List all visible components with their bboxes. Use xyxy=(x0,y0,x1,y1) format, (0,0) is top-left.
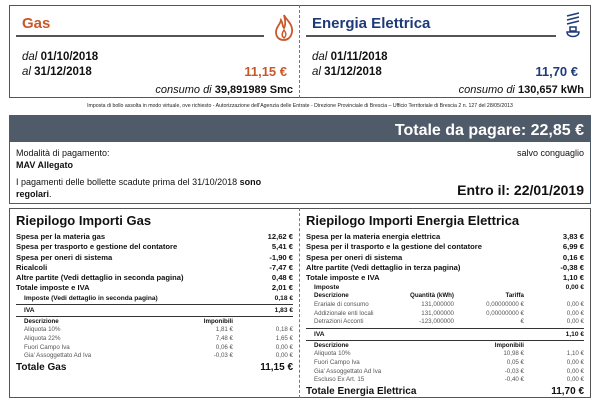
cell: -0,03 € xyxy=(213,352,233,360)
cell: Detrazioni Acconti xyxy=(314,318,364,326)
cell: 0,18 € xyxy=(275,326,293,334)
cell: 1,81 € xyxy=(215,326,233,334)
cell: Imponibili xyxy=(203,317,233,325)
iva-table-header xyxy=(16,318,293,327)
cell: Descrizione xyxy=(314,292,349,300)
cell: 0,00 € xyxy=(566,309,584,317)
message-text: I pagamenti delle bollette scadute prima del 31/10/2018 xyxy=(16,177,238,187)
summary-row xyxy=(306,253,584,263)
gas-card xyxy=(9,5,299,98)
cell: Fuori Campo Iva xyxy=(24,343,70,351)
row-amount: 0,48 € xyxy=(271,273,293,283)
cell: 0,00 € xyxy=(275,352,293,360)
energy-summary xyxy=(300,208,591,398)
iva-table-header xyxy=(306,342,584,351)
tax-row xyxy=(306,318,584,327)
cell: Escluso Ex Art. 15 xyxy=(314,376,365,384)
summary-row xyxy=(16,273,293,283)
row-label: Totale Gas xyxy=(16,361,67,373)
iva-row xyxy=(306,359,584,368)
row-label: Spesa per la materia gas xyxy=(16,232,106,241)
al-label: al xyxy=(312,66,321,78)
cell: 0,00 € xyxy=(566,301,584,309)
cell: Fuori Campo Iva xyxy=(314,359,360,367)
summary-row xyxy=(16,253,293,263)
row-amount: 11,70 € xyxy=(551,385,584,397)
cell: Aliquota 10% xyxy=(24,326,61,334)
cell: Descrizione xyxy=(24,317,59,325)
gas-amount: 11,15 € xyxy=(244,64,287,79)
row-label: Imposte (Vedi dettaglio in seconda pagina) xyxy=(24,294,158,302)
cell: 10,98 € xyxy=(503,350,524,358)
divider xyxy=(306,340,584,341)
iva-row xyxy=(306,368,584,377)
row-amount: 0,18 € xyxy=(274,294,293,302)
summary-row xyxy=(306,242,584,252)
cell: 0,00 € xyxy=(566,359,584,367)
consumo-label: consumo di xyxy=(458,84,515,96)
gas-period xyxy=(22,50,98,80)
cell: € xyxy=(520,318,524,326)
flame-icon xyxy=(273,13,295,41)
row-amount: 3,83 € xyxy=(562,232,584,241)
cell: 131,000000 xyxy=(421,301,454,309)
cell: 0,00000000 € xyxy=(486,309,524,317)
cell: -123,000000 xyxy=(419,318,454,326)
salvo-conguaglio: salvo conguaglio xyxy=(516,148,584,158)
cell: Addizionale enti locali xyxy=(314,309,374,317)
row-amount: 0,16 € xyxy=(562,252,584,262)
cell xyxy=(524,292,584,301)
cell: 0,00 € xyxy=(566,367,584,375)
row-label: Altre partite (Vedi dettaglio in seconda pagina) xyxy=(16,273,184,283)
gas-start-date: 01/10/2018 xyxy=(40,51,99,63)
summary-row xyxy=(16,242,293,252)
row-amount: -0,38 € xyxy=(560,262,584,272)
tax-row xyxy=(306,301,584,310)
cell: 0,00 € xyxy=(566,376,584,384)
row-amount: 1,83 € xyxy=(274,306,293,314)
row-amount: 6,99 € xyxy=(562,242,584,252)
divider xyxy=(16,304,293,305)
row-label: IVA xyxy=(24,306,35,314)
energy-title: Energia Elettrica xyxy=(312,15,431,32)
energy-end-date: 31/12/2018 xyxy=(324,66,382,78)
divider xyxy=(306,328,584,329)
stamp-duty-note: Imposta di bollo assolta in modo virtuale, ove richiesto - Autorizzazione dell'Agenzia delle Entrate - Direzione Provinciale di Brescia – Ufficio Territoriale di Brescia 2 n. 127 del 28/05/2013 xyxy=(87,103,513,109)
iva-row xyxy=(16,352,293,361)
row-label: Altre partite (Vedi dettaglio in terza pagina) xyxy=(306,262,461,272)
cell: 131,000000 xyxy=(421,309,454,317)
gas-summary xyxy=(9,208,299,398)
row-amount: 2,01 € xyxy=(271,283,293,293)
cell xyxy=(233,318,293,327)
iva-row xyxy=(306,376,584,385)
cell: 0,06 € xyxy=(215,343,233,351)
energy-consumption xyxy=(459,84,584,96)
payment-box xyxy=(9,115,591,204)
cell: 0,00000000 € xyxy=(486,301,524,309)
energy-start-date: 01/11/2018 xyxy=(330,51,388,63)
row-amount: 12,62 € xyxy=(267,232,293,241)
payment-status-message xyxy=(16,176,266,200)
row-label: Ricalcoli xyxy=(16,262,48,272)
cell xyxy=(524,342,584,351)
summary-row xyxy=(16,283,293,293)
row-amount: 1,10 € xyxy=(562,273,584,283)
cell: 0,05 € xyxy=(506,359,524,367)
cell: Imponibili xyxy=(494,341,524,349)
row-label: Totale Energia Elettrica xyxy=(306,385,417,397)
cell: Aliquota 10% xyxy=(314,350,351,358)
summary-total xyxy=(16,361,293,375)
iva-row xyxy=(16,335,293,344)
divider xyxy=(16,35,264,37)
summary-row xyxy=(306,232,584,242)
row-amount: 11,15 € xyxy=(260,361,293,373)
cell: Tariffa xyxy=(505,292,524,300)
iva-row xyxy=(306,350,584,359)
lightbulb-icon xyxy=(563,12,583,40)
iva-row xyxy=(16,326,293,335)
energy-summary-title: Riepilogo Importi Energia Elettrica xyxy=(306,213,520,228)
cell: 1,65 € xyxy=(275,334,293,342)
divider xyxy=(306,35,556,37)
due-date: Entro il: 22/01/2019 xyxy=(457,182,584,198)
row-label: IVA xyxy=(314,330,325,338)
summary-total xyxy=(306,385,584,399)
total-to-pay: Totale da pagare: 22,85 € xyxy=(10,116,590,142)
gas-consumption xyxy=(155,84,293,96)
gas-summary-rows xyxy=(16,232,293,375)
cell: 7,48 € xyxy=(215,334,233,342)
summary-row xyxy=(16,263,293,273)
cell: Erariale di consumo xyxy=(314,301,369,309)
message-bold: sono regolari xyxy=(16,177,262,199)
row-label: Spesa per il trasporto e la gestione del contatore xyxy=(306,242,482,252)
tax-row xyxy=(306,310,584,319)
iva-row xyxy=(16,306,293,315)
summary-row xyxy=(306,273,584,283)
cell: Aliquota 22% xyxy=(24,334,61,342)
row-label: Spesa per oneri di sistema xyxy=(16,252,113,262)
dal-label: dal xyxy=(312,51,328,63)
cell: 0,00 € xyxy=(566,318,584,326)
row-label: Spesa per trasporto e gestione del contatore xyxy=(16,242,178,252)
row-label: Spesa per oneri di sistema xyxy=(306,252,403,262)
imposte-row xyxy=(306,283,584,292)
cell: Descrizione xyxy=(314,341,349,349)
message-end: . xyxy=(49,189,52,199)
summary-row xyxy=(306,263,584,273)
row-label: Spesa per la materia energia elettrica xyxy=(306,232,441,241)
payment-mode: MAV Allegato xyxy=(16,160,74,170)
row-amount: 0,00 € xyxy=(565,284,584,292)
summary-row xyxy=(16,232,293,242)
energy-summary-rows xyxy=(306,232,584,399)
al-label: al xyxy=(22,66,31,78)
energy-amount: 11,70 € xyxy=(535,64,578,79)
cell: -0,40 € xyxy=(504,376,524,384)
cell: 1,10 € xyxy=(566,350,584,358)
row-amount: -1,90 € xyxy=(269,252,293,262)
row-amount: -7,47 € xyxy=(269,262,293,272)
row-label: Totale imposte e IVA xyxy=(306,273,380,283)
iva-row xyxy=(306,330,584,339)
gas-title: Gas xyxy=(22,15,51,32)
row-label: Totale imposte e IVA xyxy=(16,283,90,293)
row-amount: 1,10 € xyxy=(565,330,584,338)
divider xyxy=(16,316,293,317)
dal-label: dal xyxy=(22,51,38,63)
row-amount: 5,41 € xyxy=(271,242,293,252)
cell: Gia' Assoggettato Ad Iva xyxy=(24,352,92,360)
tax-table-header xyxy=(306,292,584,301)
energy-card xyxy=(300,5,591,98)
gas-summary-title: Riepilogo Importi Gas xyxy=(16,213,152,228)
cell: -0,03 € xyxy=(504,367,524,375)
energy-period xyxy=(312,50,387,80)
cell: 0,00 € xyxy=(275,343,293,351)
cell: Gia' Assoggettato Ad Iva xyxy=(314,367,382,375)
energy-consumo-value: 130,657 kWh xyxy=(517,84,584,96)
iva-row xyxy=(16,344,293,353)
row-label: Imposte xyxy=(314,284,340,292)
payment-mode-label: Modalità di pagamento: xyxy=(16,148,110,158)
consumo-label: consumo di xyxy=(155,84,212,96)
cell: Quantità (kWh) xyxy=(410,292,454,300)
imposte-row xyxy=(16,294,293,303)
gas-end-date: 31/12/2018 xyxy=(34,66,92,78)
gas-consumo-value: 39,891989 Smc xyxy=(214,84,293,96)
